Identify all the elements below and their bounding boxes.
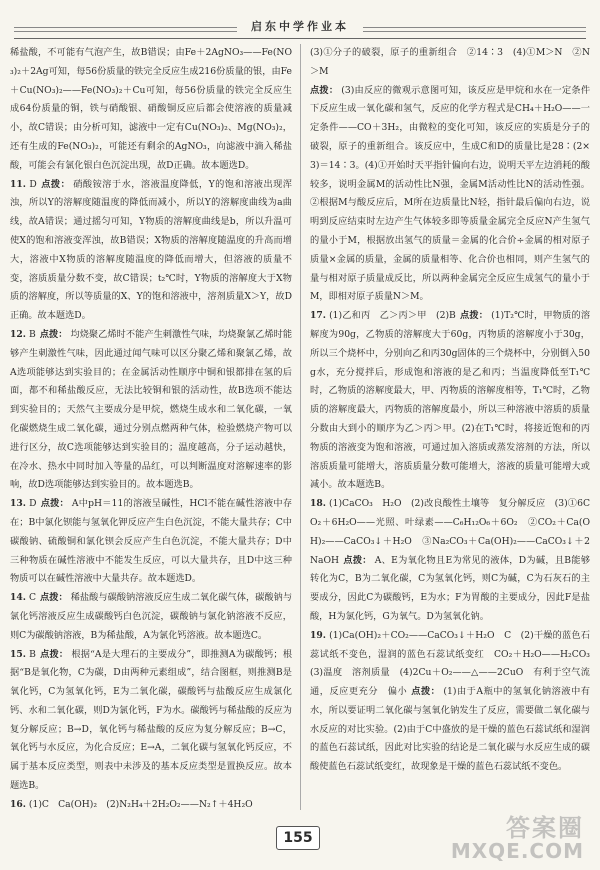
answer-text: D: [29, 498, 37, 510]
tip-label: 点拨：: [39, 592, 68, 604]
question-number: 18.: [310, 498, 326, 510]
question-number: 11.: [10, 178, 26, 190]
column-divider: [300, 44, 301, 810]
answer-text: D: [29, 178, 37, 190]
tip-label: 点拨：: [310, 84, 339, 96]
answer-text: B: [28, 328, 36, 340]
left-entries: [10, 176, 292, 815]
explanation-text: 稀盐酸与碳酸钠溶液反应生成二氧化碳气体，碳酸钠与氯化钙溶液反应生成碳酸钙白色沉淀，碳酸钠与氯化钠溶液不反应，则C为碳酸钠溶液，B为稀盐酸，A为氯化钙溶液。故本题选C。: [10, 592, 293, 641]
watermark-en: MXQE.COM: [450, 839, 584, 863]
answer-entry: [310, 307, 590, 495]
tip-label: 点拨：: [39, 648, 69, 660]
answer-entry: [310, 495, 590, 627]
watermark-cn: 答案圈: [506, 814, 584, 842]
tip-label: 点拨：: [343, 554, 372, 566]
tip-label: 点拨：: [40, 178, 71, 190]
question-number: 17.: [310, 310, 326, 322]
header-rule-left: [14, 27, 237, 32]
tip-label: 点拨：: [39, 328, 68, 340]
answer-text: (1)乙和丙 乙＞丙＞甲 (2)B: [329, 310, 456, 322]
explanation-text: A、E为氧化物且E为常见的液体，D为碱，且B能够转化为C，B为二氧化碳，C为氢氧化钙，则C为碱，C为石灰石的主要成分，因此C为碳酸钙，E为水；F为胃酸的主要成分，因此F是盐酸，H为氯化钙，G为氧气。D为氢氧化钠。: [310, 554, 591, 622]
explanation-text: (3)由反应的微观示意图可知，该反应是甲烷和水在一定条件下反应生成一氧化碳和氢气，反应的化学方程式是CH₄＋H₂O——一定条件——CO＋3H₂，由微粒的变化可知，该反应的实质是分子的破裂，原子的重新组合。该反应中，生成C和D的质量比是28∶(2×3)＝14∶3。(4)①开始时天平指针偏向右边，说明天平左边消耗的酸较多，说明金属M的活动性比N强，金属M活动性比N的活动性强。②根据M与酸反应后，M所在边质量比N轻，指针最后偏向右边，说明到反应结束时左边产生气体较多即等质量金属完全反应N产生氢气的量小于M，根据放出氢气的质量＝金属的化合价÷金属的相对原子质量×金属的质量，金属的质量相等、化合价也相同，则产生氢气的量与相对原子质量成反比，所以两种金属完全反应生成氢气的量小于M，即相对原子质量N＞M。: [310, 84, 591, 303]
page-number: 155: [276, 826, 320, 850]
right-column: [310, 44, 600, 777]
explanation-text: A中pH＝11的溶液呈碱性，HCl不能在碱性溶液中存在；B中氯化钡能与氢氧化钾反应产生白色沉淀，不能大量共存；C中碳酸钠、硫酸铜和氯化钡会反应产生白色沉淀，不能大量共存；D中三种物质在碱性溶液中不能发生反应，可以大量共存，且D中这三种物质可以在碱性溶液中大量共存。故本题选D。: [10, 498, 293, 585]
answer-entry: [10, 176, 292, 326]
answer-text: (1)C Ca(OH)₂ (2)N₂H₄＋2H₂O₂——N₂↑＋4H₂O: [28, 798, 253, 810]
answer-text: (1)Ca(OH)₂＋CO₂——CaCO₃↓＋H₂O C (2)干燥的蓝色石蕊试纸不变色，湿润的蓝色石蕊试纸变红 CO₂＋H₂O——H₂CO₃ (3)温度 溶剂质量 (4)2Cu＋O₂——△——2CuO 有利于空气流通，反应更充分 偏小: [310, 629, 600, 698]
answer-entry: [10, 646, 292, 796]
watermark: [451, 808, 584, 863]
question-number: 13.: [10, 498, 26, 510]
answer-entry: [10, 495, 292, 589]
explanation-text: 根据“A是大理石的主要成分”，即推测A为碳酸钙；根据“B是氧化物，C为碳，D由两种元素组成”，结合图框，则推测B是氧化钙，C为氢氧化钙，E为二氧化碳，碳酸钙与盐酸反应生成氯化钙、水和二氧化碳，则D为氯化钙，F为水。碳酸钙与稀盐酸的反应为复分解反应；B→D，氧化钙与稀盐酸的反应为复分解反应；B→C，氧化钙与水反应，为化合反应；E→A，二氧化碳与氢氧化钙反应，不属于基本反应类型，则表中未涉及的基本反应类型是置换反应。故本题选B。: [10, 648, 293, 792]
question-number: 12.: [10, 328, 26, 340]
answer-entry: [10, 796, 292, 815]
answer-entry: [310, 82, 590, 308]
answer-text: B: [29, 648, 36, 660]
tip-label: 点拨：: [459, 310, 489, 322]
question-number: 14.: [10, 592, 26, 604]
question-number: 16.: [10, 798, 26, 810]
question-number: 15.: [10, 648, 26, 660]
page-header: [14, 10, 586, 39]
tip-label: 点拨：: [40, 498, 69, 510]
left-column: [10, 44, 292, 815]
tip-label: 点拨：: [411, 686, 441, 698]
header-title: 启东中学作业本: [251, 20, 349, 33]
answer-entry: [10, 326, 292, 495]
right-continuation: (3)①分子的破裂，原子的重新组合 ②14∶3 (4)①M＞N ②N＞M: [310, 47, 590, 77]
left-continuation: 稀盐酸，不可能有气泡产生，故B错误；由Fe＋2AgNO₃——Fe(NO₃)₂＋2Ag可知，每56份质量的铁完全反应生成216份质量的银，由Fe＋Cu(NO₃)₂——Fe(NO₃)₂＋Cu可知，每56份质量的铁完全反应生成64份质量的铜，铁与硝酸银、硝酸铜反应后都会使溶液的质量减小，故C错误；由分析可知，滤液中一定有Cu(NO₃)₂、Mg(NO₃)₂，还有生成的Fe(NO₃)₂，可能还有剩余的AgNO₃，向滤液中滴入稀盐酸，可能会有氯化银白色沉淀出现，故D正确。故本题选D。: [10, 47, 292, 171]
right-entries: [310, 82, 600, 777]
answer-entry: [310, 627, 600, 777]
explanation-text: 均烧聚乙烯时不能产生刺激性气味，均烧聚氯乙烯时能够产生刺激性气味，因此通过闻气味可以区分聚乙烯和聚氯乙烯，故A选项能够达到实验目的；在金属活动性顺序中铜和银都排在氢的后面，都不和稀盐酸反应，无法比较铜和银的活动性，故B选项不能达到实验目的；天然气主要成分是甲烷，燃烧生成水和二氧化碳，一氧化碳燃烧生成二氧化碳，通过分别点燃两种气体，检验燃烧产物可以进行区分，故C选项能够达到实验目的；温度越高，分子运动越快，在冷水、热水中同时加入等量的品红，可以判断温度对溶解速率的影响，故D选项能够达到实验目的。故本题选B。: [10, 328, 293, 491]
explanation-text: (1)T₂℃时，甲物质的溶解度为90g，乙物质的溶解度大于60g，丙物质的溶解度小于30g，所以三个烧杯中，分别向乙和丙30g固体的三个烧杯中，分别倒入50g水，充分搅拌后，形成饱和溶液的是乙和丙；当温度降低至T₁℃时，乙物质的溶解度最大，甲、丙物质的溶解度相等，T₁℃时，乙物质的溶解度最大，丙物质的溶解度最小，所以三种溶液中溶质的质量分数由大到小的顺序为乙＞丙＞甲。(2)在T₁℃时，将接近饱和的丙物质的溶液变为饱和溶液，可通过加入溶质或蒸发溶剂的方法，所以溶质质量可能增大，溶质质量分数可能增大，溶液的质量可能增大或减小。故本题选B。: [310, 310, 591, 491]
header-rule-right: [363, 27, 586, 32]
answer-entry: [10, 589, 292, 645]
answer-text: (1)CaCO₃ H₂O (2)改良酸性土壤等 复分解反应 (3)①6CO₂＋6H₂O——光照、叶绿素——C₆H₁₂O₆＋6O₂ ②CO₂＋Ca(OH)₂——CaCO₃↓＋H₂O ③Na₂CO₃＋Ca(OH)₂——CaCO₃↓＋2NaOH: [310, 498, 590, 566]
answer-text: C: [28, 592, 36, 604]
question-number: 19.: [310, 629, 326, 641]
explanation-text: (1)由于A瓶中的氢氧化钠溶液中有水，所以要证明二氧化碳与氢氧化钠发生了反应，需要做二氧化碳与水反应的对比实验。(2)由于C中盛放的是干燥的蓝色石蕊试纸和湿润的蓝色石蕊试纸，因此对比实验的结论是二氧化碳与水反应生成的碳酸使蓝色石蕊试纸变红，故现象是干燥的蓝色石蕊试纸不变色。: [310, 686, 590, 773]
explanation-text: 硝酸铵溶于水，溶液温度降低，Y的饱和溶液出现浑浊，所以Y的溶解度随温度的降低而减小，所以Y的溶解度曲线为a曲线，故A错误；通过摇匀可知，Y物质的溶解度曲线是b，所以升温可使X的饱和溶液变浑浊，故B错误；X物质的溶解度随温度的升高而增大，溶液中X物质的溶解度随温度的降低而增大，但溶液的质量不变，溶质质量分数不变，故C错误；t₂℃时，Y物质的溶解度大于X物质的溶解度，所以等质量的X、Y的饱和溶液中，溶剂质量X＞Y，故D正确。故本题选D。: [10, 178, 292, 322]
